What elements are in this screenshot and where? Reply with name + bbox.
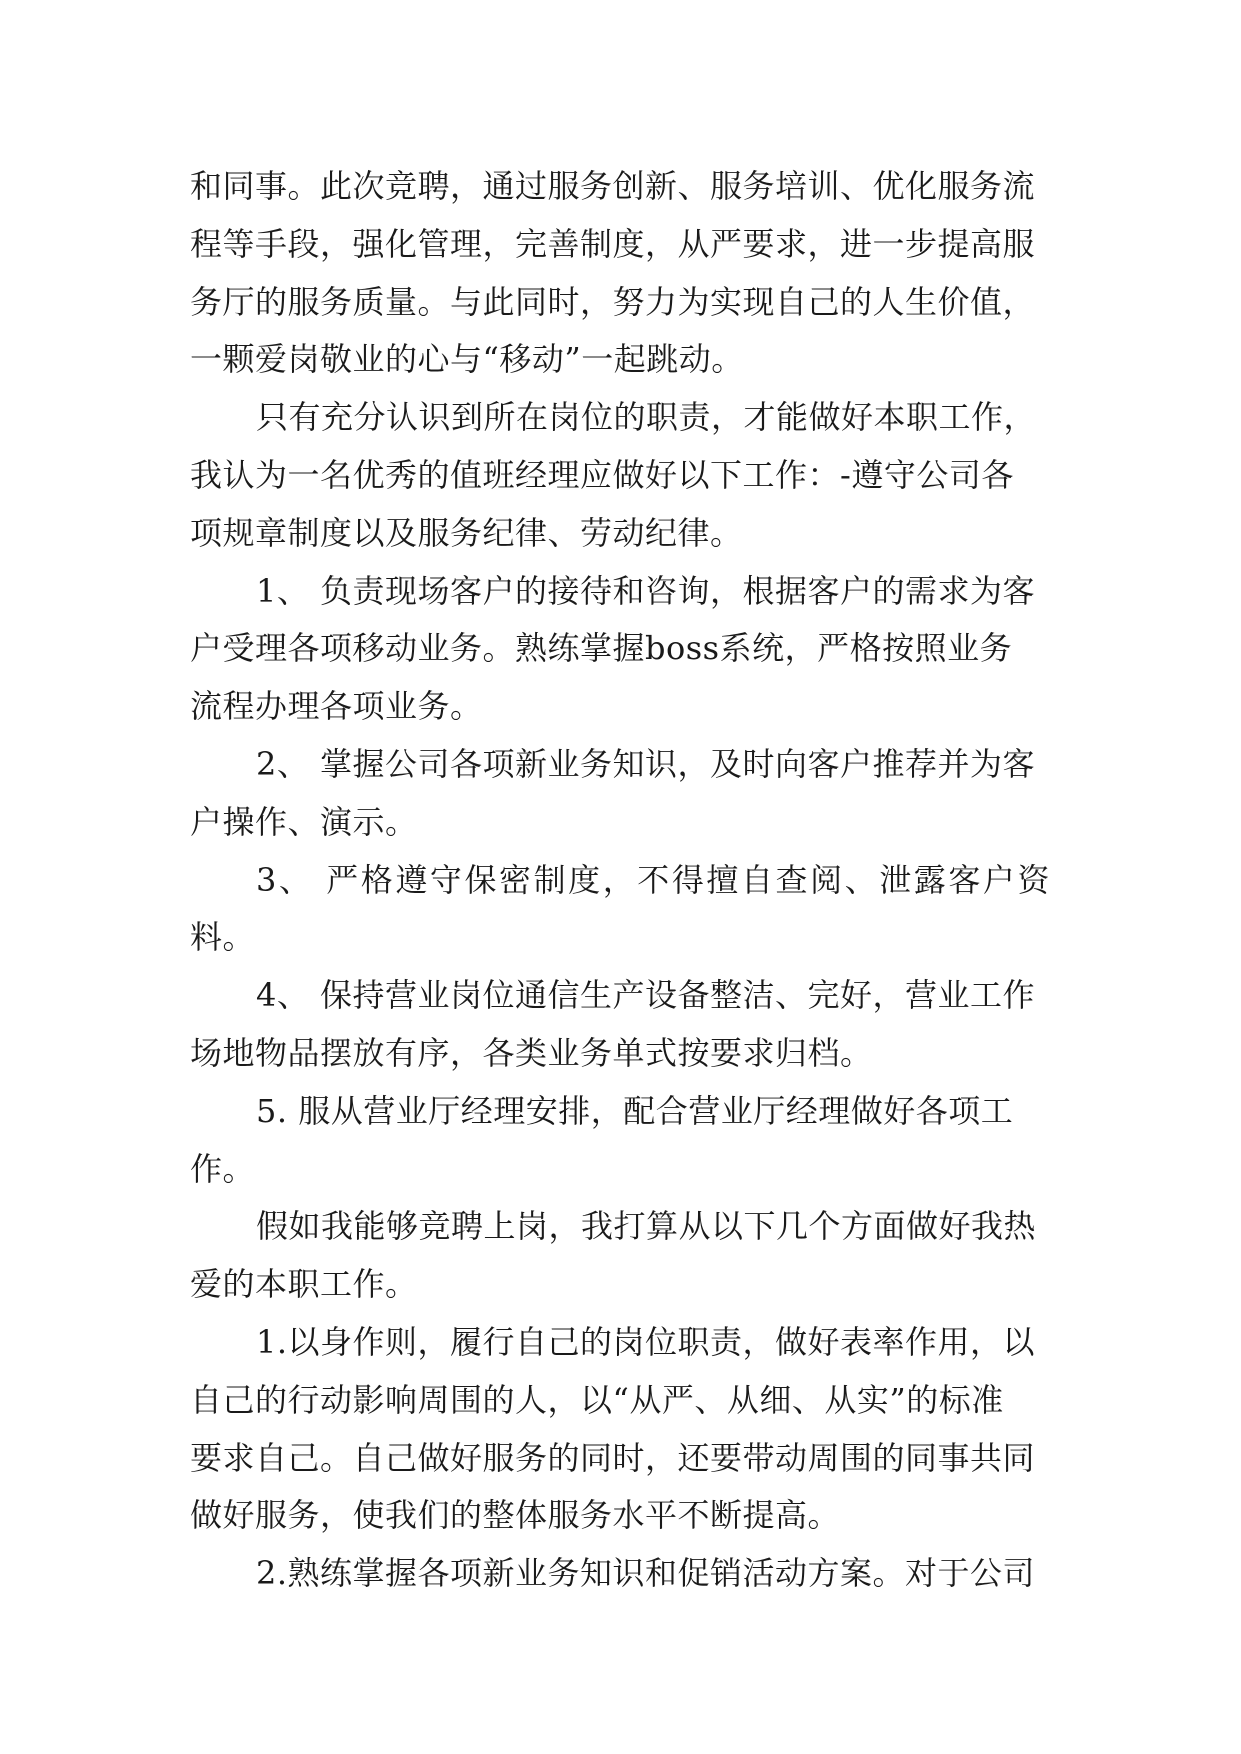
text-line: 我认为一名优秀的值班经理应做好以下工作：-遵守公司各 — [190, 455, 1014, 494]
text-line: 2、 掌握公司各项新业务知识，及时向客户推荐并为客 — [256, 744, 1036, 783]
paragraph-6 — [190, 967, 1050, 1083]
text-line: 户操作、演示。 — [190, 802, 418, 841]
text-line: 2.熟练掌握各项新业务知识和促销活动方案。对于公司 — [256, 1554, 1036, 1593]
paragraph-2 — [190, 389, 1050, 562]
text-line: 假如我能够竞聘上岗，我打算从以下几个方面做好我热 — [256, 1207, 1037, 1246]
text-line: 务厅的服务质量。与此同时，努力为实现自己的人生价值， — [190, 282, 1036, 321]
text-line: 程等手段，强化管理，完善制度，从严要求，进一步提高服 — [190, 224, 1036, 263]
text-line: 做好服务，使我们的整体服务水平不断提高。 — [190, 1496, 841, 1535]
paragraph-4 — [190, 736, 1050, 852]
paragraph-9 — [190, 1314, 1050, 1545]
text-line: 只有充分认识到所在岗位的职责，才能做好本职工作， — [256, 398, 1037, 437]
document-body — [190, 158, 1050, 1603]
text-line: 1、 负责现场客户的接待和咨询，根据客户的需求为客 — [256, 571, 1036, 610]
paragraph-10 — [190, 1545, 1050, 1603]
text-line: 和同事。此次竞聘，通过服务创新、服务培训、优化服务流 — [190, 167, 1036, 205]
text-line: 项规章制度以及服务纪律、劳动纪律。 — [190, 513, 743, 552]
text-line: 户受理各项移动业务。熟练掌握boss系统，严格按照业务 — [190, 629, 1013, 668]
paragraph-3 — [190, 563, 1050, 736]
text-line: 4、 保持营业岗位通信生产设备整洁、完好，营业工作 — [256, 976, 1036, 1015]
paragraph-8 — [190, 1198, 1050, 1314]
text-line: 流程办理各项业务。 — [190, 687, 483, 726]
text-line: 作。 — [190, 1149, 256, 1188]
text-line: 爱的本职工作。 — [190, 1265, 418, 1304]
text-line: 场地物品摆放有序，各类业务单式按要求归档。 — [190, 1033, 873, 1072]
text-line: 3、 严格遵守保密制度，不得擅自查阅、泄露客户资料。 — [190, 860, 1050, 957]
text-line: 要求自己。自己做好服务的同时，还要带动周围的同事共同 — [190, 1438, 1036, 1477]
text-line: 5. 服从营业厅经理安排，配合营业厅经理做好各项工 — [256, 1091, 1014, 1130]
text-line: 一颗爱岗敬业的心与“移动”一起跳动。 — [190, 340, 744, 379]
text-line: 自己的行动影响周围的人，以“从严、从细、从实”的标准 — [190, 1380, 1004, 1419]
text-line: 1.以身作则，履行自己的岗位职责，做好表率作用，以 — [256, 1322, 1036, 1361]
paragraph-1 — [190, 158, 1050, 389]
paragraph-7 — [190, 1083, 1050, 1199]
paragraph-5 — [190, 852, 1050, 968]
